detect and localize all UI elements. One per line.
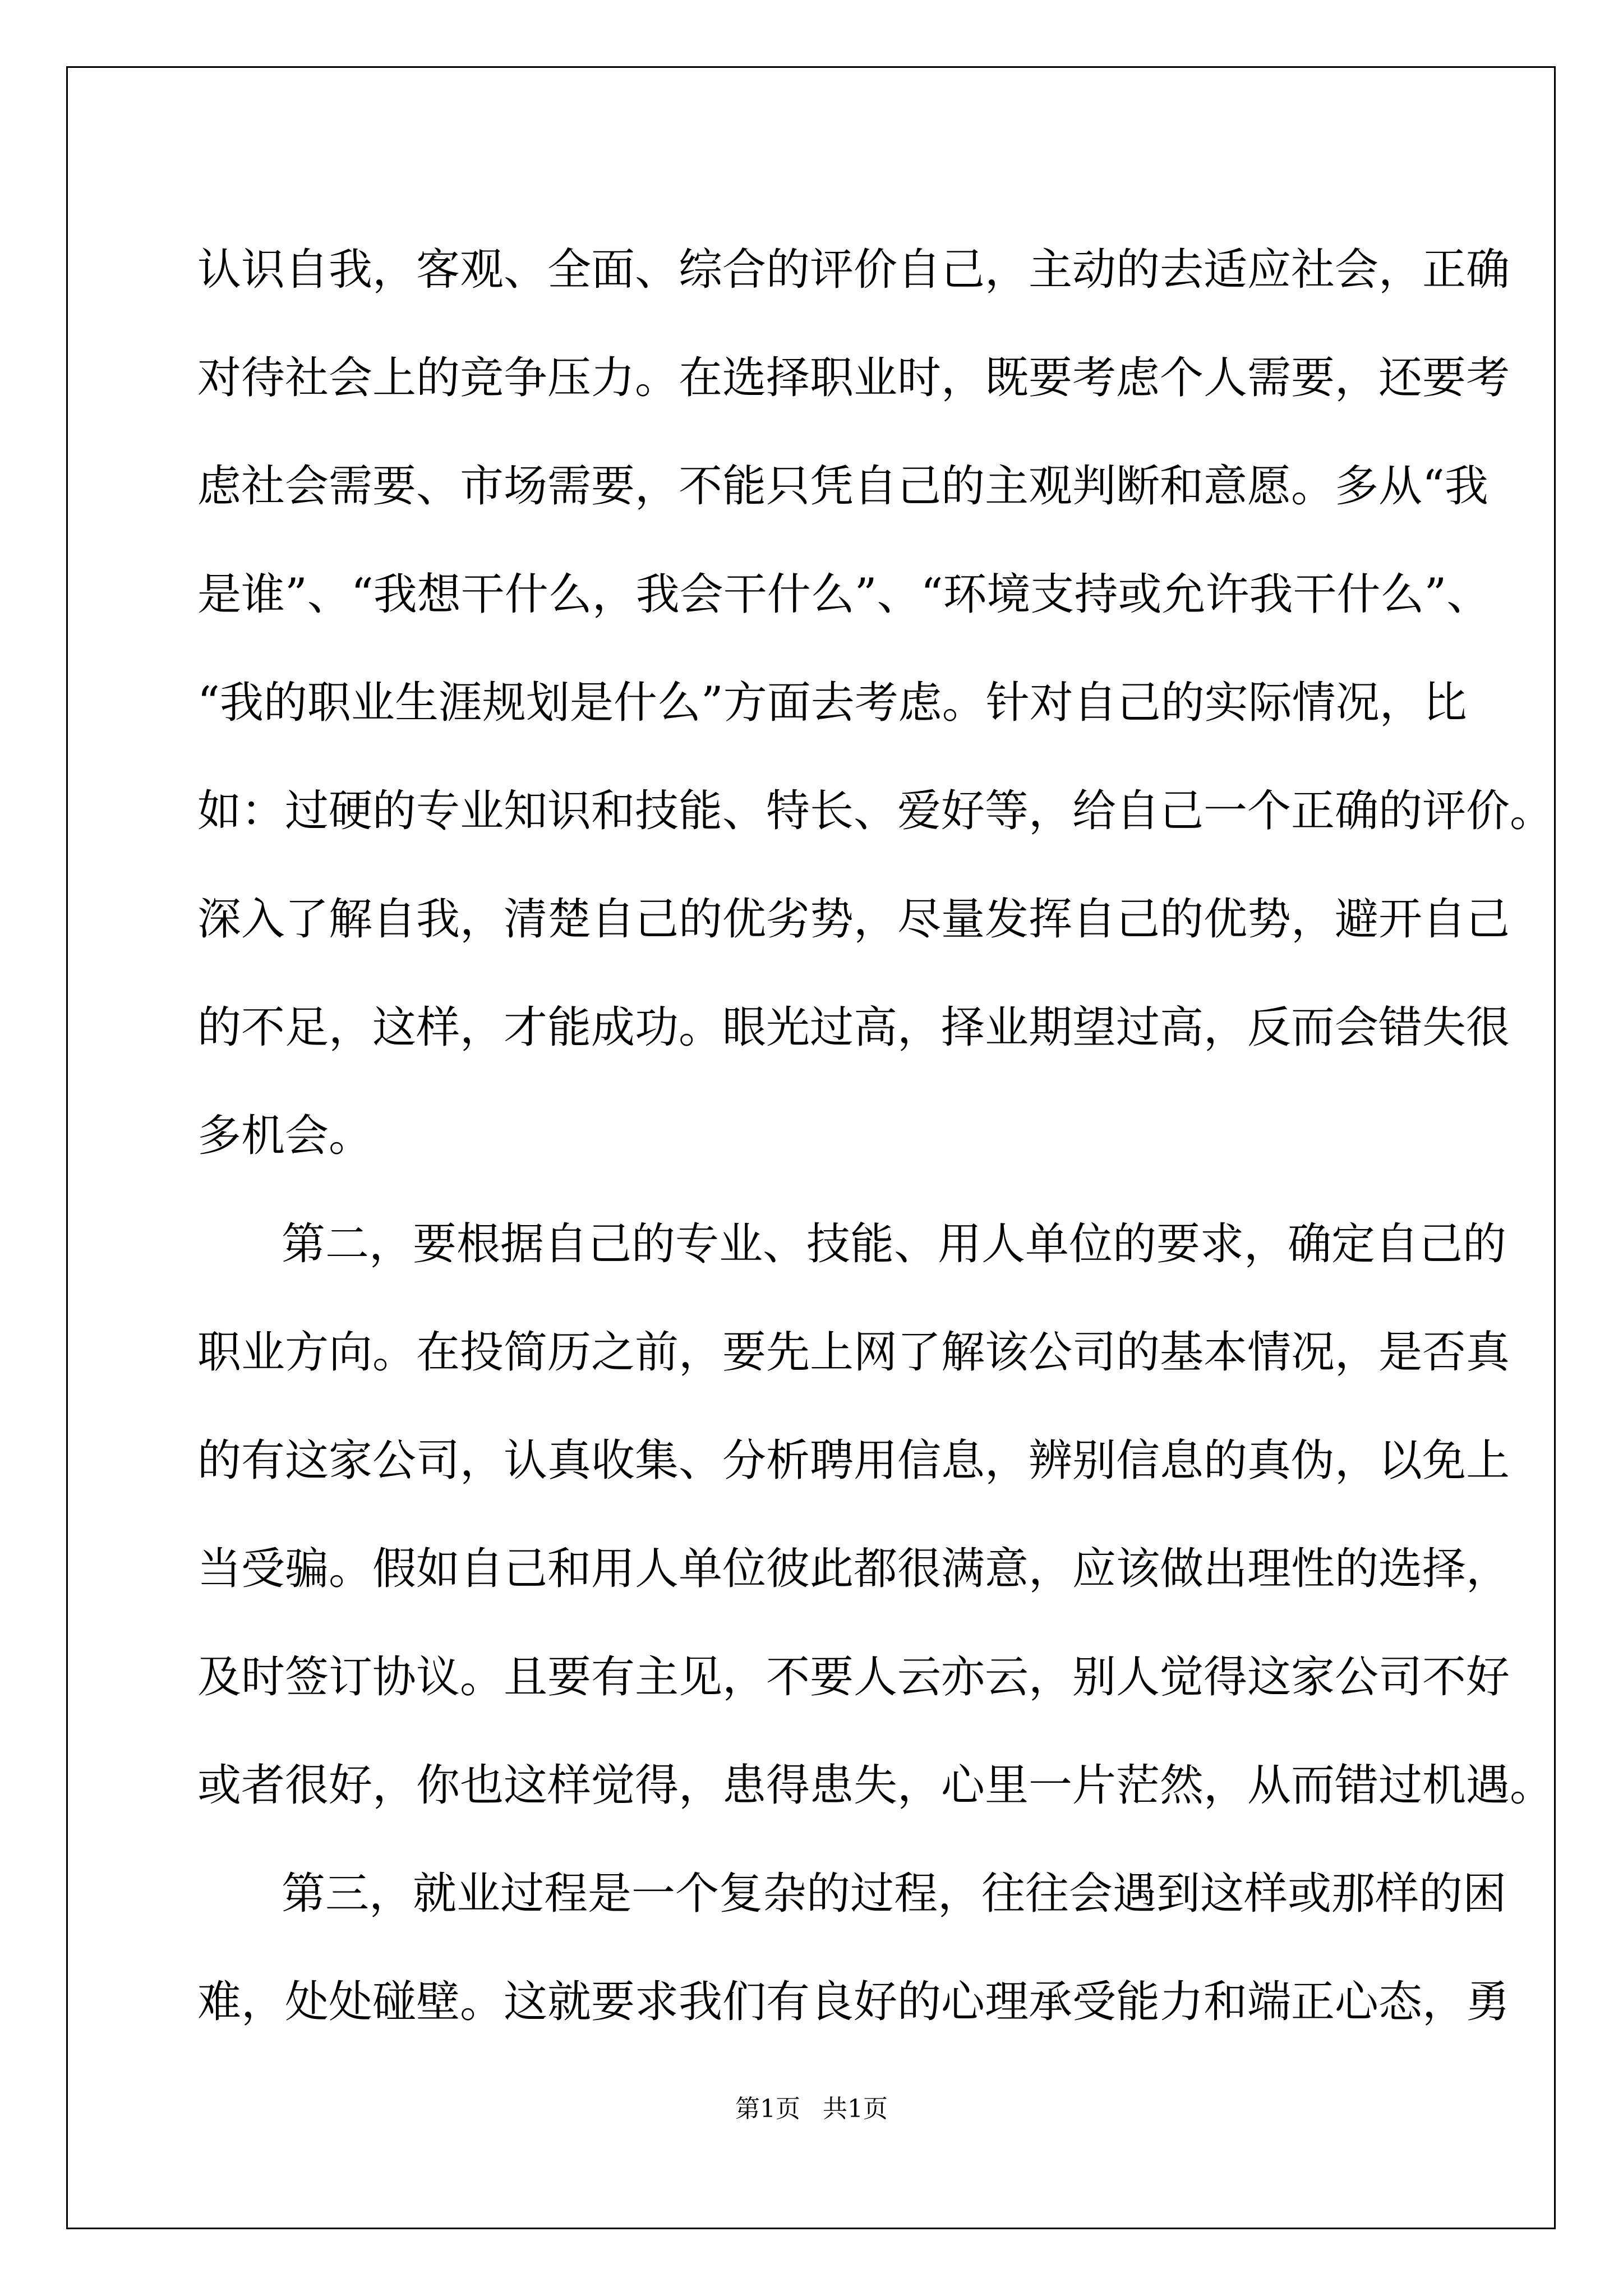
text-line: 多机会。	[197, 1111, 373, 1161]
text-line: 及时签订协议。且要有主见，不要人云亦云，别人觉得这家公司不好	[197, 1652, 1510, 1703]
text-line: 或者很好，你也这样觉得，患得患失，心里一片茫然，从而错过机遇。	[197, 1760, 1554, 1811]
text-line: 虑社会需要、市场需要，不能只凭自己的主观判断和意愿。多从“我	[197, 461, 1488, 512]
text-line: 对待社会上的竞争压力。在选择职业时，既要考虑个人需要，还要考	[197, 353, 1510, 403]
text-line: 深入了解自我，清楚自己的优劣势，尽量发挥自己的优势，避开自己	[197, 894, 1510, 945]
text-line: 的有这家公司，认真收集、分析聘用信息，辨别信息的真伪，以免上	[197, 1435, 1510, 1486]
text-line: 如：过硬的专业知识和技能、特长、爱好等，给自己一个正确的评价。	[197, 786, 1554, 836]
body-text	[197, 216, 1554, 2056]
text-line: 的不足，这样，才能成功。眼光过高，择业期望过高，反而会错失很	[197, 1002, 1510, 1053]
text-line: 当受骗。假如自己和用人单位彼此都很满意，应该做出理性的选择，	[197, 1544, 1510, 1594]
page-footer	[0, 2092, 1623, 2126]
paragraph-first-line: 第三，就业过程是一个复杂的过程，往往会遇到这样或那样的困	[282, 1869, 1507, 1919]
paragraph-first-line: 第二，要根据自己的专业、技能、用人单位的要求，确定自己的	[282, 1219, 1507, 1269]
text-line: 职业方向。在投简历之前，要先上网了解该公司的基本情况，是否真	[197, 1327, 1510, 1378]
text-line: 难，处处碰壁。这就要求我们有良好的心理承受能力和端正心态，勇	[197, 1977, 1510, 2027]
text-line: “我的职业生涯规划是什么”方面去考虑。针对自己的实际情况，比	[197, 678, 1467, 728]
text-line: 认识自我，客观、全面、综合的评价自己，主动的去适应社会，正确	[197, 245, 1510, 295]
page-total: 共1页	[823, 2095, 888, 2123]
page-number: 第1页	[735, 2095, 800, 2123]
text-line: 是谁”、“我想干什么，我会干什么”、“环境支持或允许我干什么”、	[197, 569, 1491, 620]
